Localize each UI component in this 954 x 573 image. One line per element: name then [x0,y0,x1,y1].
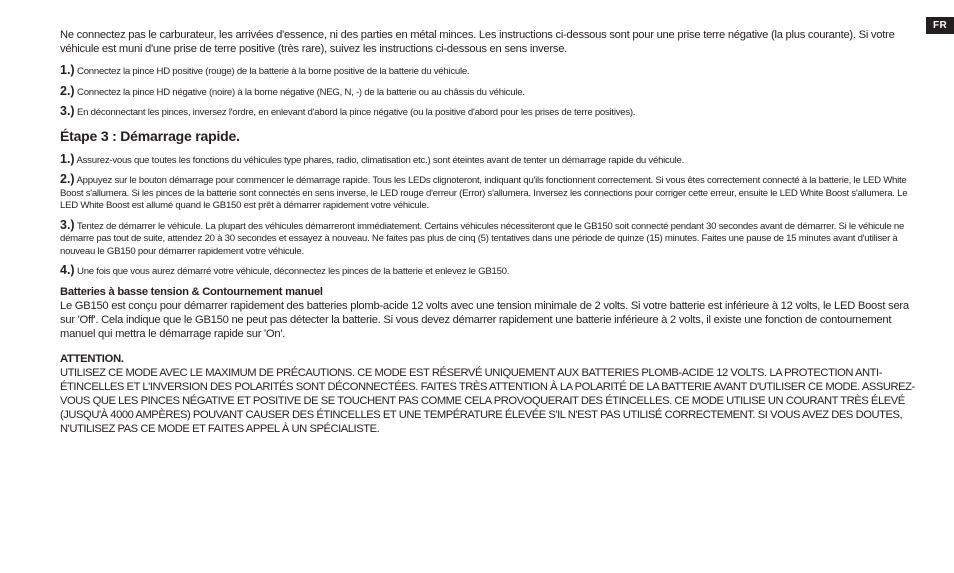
connection-step [60,85,926,100]
connection-step [60,64,926,79]
language-tab: FR [926,17,954,34]
jump-start-steps [60,153,926,279]
low-voltage-heading: Batteries à basse tension & Contournement manuel [60,285,323,298]
connection-steps [60,64,926,120]
step-text: Tentez de démarrer le véhicule. La plupart des véhicules démarreront immédiatement. Certains véhicules nécessiteront que le GB150 soit connecté pendant 30 secondes avant de démarrer. Si le véhicule ne démarre pas tout de suite, attendez 20 à 30 secondes et essayez à nouveau. Ne faites pas plus de cinq (5) tentatives dans une période de quinze (15) minutes. Faites une pause de 15 minutes avant d'utiliser à nouveau le GB150 pour démarrer rapidement votre véhicule. [60,220,905,257]
step-text: Connectez la pince HD positive (rouge) de la batterie à la borne positive de la batterie du véhicule. [77,66,470,77]
step-text: Connectez la pince HD négative (noire) à la borne négative (NEG, N, -) de la batterie ou au châssis du véhicule. [77,86,525,98]
intro-paragraph: Ne connectez pas le carburateur, les arrivées d'essence, ni des parties en métal minces. Les instructions ci-dessous sont pour une prise terre négative (la plus courante). Si votre véhicule est muni d'une prise de terre positive (très rare), suivez les instructions ci-dessous en sens inverse. [60,29,895,55]
step-text: Appuyez sur le bouton démarrage pour commencer le démarrage rapide. Tous les LEDs clignoteront, indiquant qu'ils fonctionnent correctement. Si vous êtes correctement connecté à la batterie, le LED White Boost s'allumera. Si les pinces de la batterie sont connectés en sens inverse, le LED rouge d'erreur (Error) s'allumera. Inversez les connections pour corriger cette erreur, ensuite le LED White Boost s'allumera. Le LED White Boost est allumé quand le GB150 est prêt à démarrer rapidement votre véhicule. [60,175,908,211]
document-page [60,25,926,436]
section-heading [60,128,926,145]
low-voltage-text: Le GB150 est conçu pour démarrer rapidement des batteries plomb-acide 12 volts avec une tension minimale de 2 volts. Si votre batterie est inférieure à 12 volts, le LED Boost sera sur 'Off'. Cela indique que le GB150 ne peut pas détecter la batterie. Si vous devez démarrer rapidement une batterie inférieure à 2 volts, il existe une fonction de contournement manuel qui mettra le démarrage rapide sur 'On'. [60,299,909,340]
step-text: En déconnectant les pinces, inversez l'ordre, en enlevant d'abord la pince négative (ou la positive d'abord pour les prises de terre positives). [77,107,636,118]
step-number: 1.) [60,151,75,166]
section-title: Démarrage rapide. [120,127,240,144]
section-prefix: Étape 3 : [60,127,121,144]
step-text: Assurez-vous que toutes les fonctions du véhicules type phares, radio, climatisation etc.) sont éteintes avant de tenter un démarrage rapide du véhicule. [76,154,685,166]
step-number: 1.) [60,63,75,77]
step-number: 3.) [60,217,75,232]
step-number: 2.) [60,172,75,186]
step-text: Une fois que vous aurez démarré votre véhicule, déconnectez les pinces de la batterie et enlevez le GB150. [77,266,510,277]
step-number: 2.) [60,83,75,98]
warning-section [60,352,926,436]
warning-text: UTILISEZ CE MODE AVEC LE MAXIMUM DE PRÉCAUTIONS. CE MODE EST RÉSERVÉ UNIQUEMENT AUX BATTERIES PLOMB-ACIDE 12 VOLTS. LA PROTECTION ANTI-ÉTINCELLES ET L'INVERSION DES POLARITÉS SONT DÉCONNECTÉES. FAITES TRÈS ATTENTION À LA POLARITÉ DE LA BATTERIE AVANT D'UTILISER CE MODE. ASSUREZ-VOUS QUE LES PINCES NÉGATIVE ET POSITIVE DE SE TOUCHENT PAS COMME CELA PROVOQUERAIT DES ÉTINCELLES. CE MODE UTILISE UN COURANT TRÈS ÉLEVÉ (JUSQU'À 4000 AMPÈRES) POUVANT CAUSER DES ÉTINCELLES ET UNE TEMPÉRATURE ÉLEVÉE S'IL N'EST PAS UTILISÉ CORRECTEMENT. SI VOUS AVEZ DES DOUTES, N'UTILISEZ PAS CE MODE ET FAITES APPEL À UN SPÉCIALISTE. [60,366,915,435]
warning-heading: ATTENTION. [60,352,124,365]
step-number: 3.) [60,104,75,118]
low-voltage-section [60,285,926,341]
jump-step [60,173,926,213]
connection-step [60,105,926,120]
jump-step [60,264,926,279]
jump-step [60,153,926,168]
step-number: 4.) [60,263,75,277]
jump-step [60,219,926,259]
